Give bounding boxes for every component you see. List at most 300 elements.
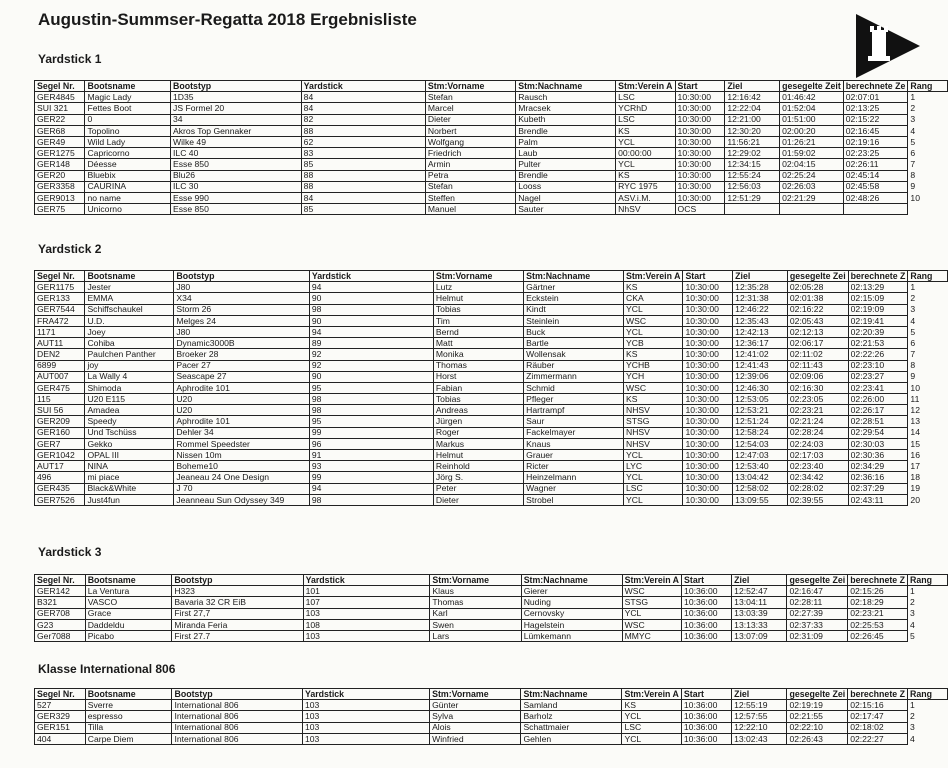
cell-helm-last-name: Kubeth (516, 114, 616, 125)
cell-helm-last-name: Pulter (516, 159, 616, 170)
cell-finish-time: 12:35:43 (733, 315, 788, 326)
cell-boat-name: U20 E115 (85, 394, 174, 405)
cell-yardstick: 90 (309, 315, 433, 326)
cell-boat-name: VASCO (85, 597, 172, 608)
table-header-row (35, 81, 948, 92)
cell-rank: 1 (909, 700, 915, 711)
cell-sail-number: GER209 (35, 416, 85, 427)
column-header-helm-first-name: Stm:Vorname (430, 689, 521, 700)
cell-boat-type: Seascape 27 (174, 371, 310, 382)
table-row (35, 597, 948, 608)
cell-finish-time: 12:22:10 (732, 722, 787, 733)
cell-rank: 12 (910, 405, 920, 416)
cell-sail-number: GER151 (35, 722, 86, 733)
cell-helm-last-name: Grauer (524, 450, 624, 461)
cell-yardstick: 98 (309, 394, 433, 405)
cell-sailed-time: 02:24:03 (787, 438, 848, 449)
cell-helm-first-name: Günter (430, 700, 521, 711)
cell-helm-last-name: Hagelstein (521, 619, 622, 630)
column-header-yardstick: Yardstick (309, 271, 433, 282)
cell-helm-last-name: Bartle (524, 338, 624, 349)
cell-boat-name: no name (85, 192, 171, 203)
column-header-helm-club: Stm:Verein A (622, 689, 681, 700)
cell-boat-type: International 806 (172, 700, 302, 711)
table-row (35, 461, 948, 472)
table-row (35, 722, 948, 733)
cell-yardstick: 99 (309, 427, 433, 438)
cell-corrected-time: 02:15:26 (848, 586, 908, 597)
cell-sail-number: Ger7088 (35, 630, 86, 641)
cell-boat-type: Wilke 49 (171, 136, 302, 147)
cell-corrected-time: 02:15:16 (848, 700, 908, 711)
cell-yardstick: 90 (309, 371, 433, 382)
column-header-start-time: Start (682, 575, 732, 586)
cell-sailed-time: 02:16:30 (787, 382, 848, 393)
club-pennant-logo (852, 8, 924, 80)
cell-helm-first-name: Lars (430, 630, 521, 641)
cell-rank: 4 (910, 619, 915, 630)
cell-helm-first-name: Klaus (430, 586, 521, 597)
cell-helm-first-name: Thomas (433, 360, 523, 371)
cell-finish-time: 12:31:38 (733, 293, 788, 304)
cell-helm-last-name: Mracsek (516, 103, 616, 114)
cell-helm-last-name: Buck (524, 326, 624, 337)
column-header-helm-last-name: Stm:Nachname (521, 575, 622, 586)
column-header-rank: Rang (908, 575, 948, 586)
cell-sailed-time: 02:00:20 (780, 125, 844, 136)
cell-boat-type: First 27,7 (172, 608, 303, 619)
cell-rank: 2 (910, 103, 916, 114)
cell-yardstick: 84 (301, 103, 425, 114)
cell-rank: 10 (910, 382, 920, 393)
cell-boat-type: J80 (174, 282, 310, 293)
cell-sailed-time: 02:37:33 (787, 619, 848, 630)
cell-boat-type: Esse 990 (171, 192, 302, 203)
cell-start-time: 10:30:00 (683, 349, 733, 360)
cell-helm-last-name: Zimmermann (524, 371, 624, 382)
cell-finish-time: 12:22:04 (725, 103, 780, 114)
cell-yardstick: 94 (309, 282, 433, 293)
cell-corrected-time: 02:29:54 (848, 427, 908, 438)
cell-boat-type: Melges 24 (174, 315, 310, 326)
cell-helm-last-name: Heinzelmann (524, 472, 624, 483)
cell-corrected-time: 02:07:01 (843, 92, 908, 103)
cell-boat-name: Picabo (85, 630, 172, 641)
cell-boat-name: Wild Lady (85, 136, 171, 147)
cell-corrected-time: 02:23:21 (848, 608, 908, 619)
cell-finish-time: 12:55:19 (732, 700, 787, 711)
cell-finish-time: 12:34:15 (725, 159, 780, 170)
cell-rank: 5 (910, 630, 915, 641)
cell-boat-name: Gekko (85, 438, 174, 449)
cell-sail-number: AUT17 (35, 461, 85, 472)
cell-rank: 13 (910, 416, 920, 427)
table-row (35, 349, 948, 360)
cell-helm-first-name: Steffen (425, 192, 515, 203)
table-header-row (35, 575, 948, 586)
column-header-sailed-time: gesegelte Zei (787, 575, 848, 586)
cell-corrected-time: 02:26:00 (848, 394, 908, 405)
cell-sailed-time: 02:16:47 (787, 586, 848, 597)
cell-corrected-time: 02:28:51 (848, 416, 908, 427)
table-row (35, 159, 948, 170)
table-row (35, 608, 948, 619)
cell-boat-name: Fettes Boot (85, 103, 171, 114)
cell-start-time: 10:30:00 (683, 315, 733, 326)
cell-helm-club: YCL (616, 159, 675, 170)
cell-sailed-time: 02:26:03 (780, 181, 844, 192)
cell-helm-first-name: Karl (430, 608, 521, 619)
cell-start-time: 10:36:00 (681, 711, 731, 722)
cell-start-time: 10:30:00 (683, 450, 733, 461)
cell-boat-type: Jeanneau Sun Odyssey 349 (174, 494, 310, 505)
cell-finish-time: 12:55:24 (725, 170, 780, 181)
cell-boat-name: Tilla (85, 722, 172, 733)
cell-helm-club: YCL (622, 711, 681, 722)
cell-rank: 2 (909, 711, 915, 722)
cell-sailed-time: 02:17:03 (787, 450, 848, 461)
cell-boat-type: International 806 (172, 733, 302, 744)
cell-rank: 8 (910, 360, 916, 371)
column-header-finish-time: Ziel (732, 575, 787, 586)
cell-helm-first-name: Bernd (433, 326, 523, 337)
cell-boat-name: Paulchen Panther (85, 349, 174, 360)
cell-helm-last-name: Nuding (521, 597, 622, 608)
cell-helm-first-name: Reinhold (433, 461, 523, 472)
cell-corrected-time: 02:26:11 (843, 159, 908, 170)
cell-yardstick: 89 (309, 338, 433, 349)
cell-boat-name: Carpe Diem (85, 733, 172, 744)
cell-start-time: 10:30:00 (683, 483, 733, 494)
cell-helm-club: YCL (624, 472, 683, 483)
cell-rank: 11 (910, 393, 920, 404)
cell-yardstick: 98 (309, 494, 433, 505)
cell-helm-first-name: Swen (430, 619, 521, 630)
cell-yardstick: 88 (301, 170, 425, 181)
results-table-yardstick-3 (34, 574, 948, 642)
cell-boat-type: Esse 850 (171, 159, 302, 170)
cell-sail-number: 1171 (35, 326, 85, 337)
cell-start-time: 10:30:00 (675, 148, 725, 159)
cell-helm-last-name: Wagner (524, 483, 624, 494)
cell-boat-type: Pacer 27 (174, 360, 310, 371)
cell-boat-type: International 806 (172, 722, 302, 733)
cell-rank: 3 (910, 608, 915, 619)
cell-helm-club: ASV.i.M. (616, 192, 675, 203)
cell-finish-time (725, 204, 780, 215)
cell-sail-number: G23 (35, 619, 86, 630)
cell-sail-number: GER142 (35, 586, 86, 597)
column-header-corrected-time: berechnete Z (848, 271, 908, 282)
cell-helm-first-name: Marcel (425, 103, 515, 114)
cell-rank: 1 (910, 282, 916, 293)
column-header-helm-first-name: Stm:Vorname (430, 575, 521, 586)
table-row (35, 450, 948, 461)
column-header-boat-type: Bootstyp (171, 81, 302, 92)
cell-corrected-time: 02:26:17 (848, 405, 908, 416)
cell-sailed-time: 02:26:43 (787, 733, 848, 744)
cell-sailed-time: 02:21:55 (787, 711, 848, 722)
table-row (35, 304, 948, 315)
column-header-start-time: Start (675, 81, 725, 92)
cell-sailed-time: 02:28:02 (787, 483, 848, 494)
column-header-helm-first-name: Stm:Vorname (433, 271, 523, 282)
cell-helm-club: NHSV (624, 438, 683, 449)
cell-corrected-time: 02:30:03 (848, 438, 908, 449)
cell-helm-last-name: Nagel (516, 192, 616, 203)
cell-helm-last-name: Laub (516, 148, 616, 159)
cell-helm-club: LSC (622, 722, 681, 733)
cell-start-time: 10:30:00 (683, 461, 733, 472)
cell-start-time: 10:30:00 (683, 293, 733, 304)
cell-sailed-time: 02:39:55 (787, 494, 848, 505)
cell-boat-type: Aphrodite 101 (174, 382, 310, 393)
cell-helm-last-name: Gehlen (521, 733, 622, 744)
cell-sail-number: GER148 (35, 159, 85, 170)
cell-helm-club: CKA (624, 293, 683, 304)
cell-corrected-time: 02:36:16 (848, 472, 908, 483)
cell-helm-last-name: Looss (516, 181, 616, 192)
cell-rank: 1 (910, 92, 916, 103)
cell-boat-type: JS Formel 20 (171, 103, 302, 114)
table-row (35, 282, 948, 293)
cell-yardstick: 95 (309, 382, 433, 393)
cell-sailed-time: 02:16:22 (787, 304, 848, 315)
cell-finish-time: 12:53:21 (733, 405, 788, 416)
cell-boat-type: Jeaneau 24 One Design (174, 472, 310, 483)
cell-helm-first-name: Stefan (425, 92, 515, 103)
cell-helm-club: STSG (624, 416, 683, 427)
cell-helm-last-name: Gierer (521, 586, 622, 597)
cell-helm-first-name: Wolfgang (425, 136, 515, 147)
cell-boat-name: Joey (85, 326, 174, 337)
column-header-rank: Rang (908, 271, 948, 282)
cell-start-time: 10:30:00 (675, 136, 725, 147)
table-row (35, 483, 948, 494)
cell-yardstick: 82 (301, 114, 425, 125)
column-header-yardstick: Yardstick (303, 575, 430, 586)
column-header-finish-time: Ziel (732, 689, 787, 700)
cell-corrected-time: 02:25:53 (848, 619, 908, 630)
cell-boat-name: espresso (85, 711, 172, 722)
cell-sailed-time: 01:46:42 (780, 92, 844, 103)
cell-yardstick: 85 (301, 159, 425, 170)
cell-helm-club: YCH (624, 371, 683, 382)
cell-sailed-time: 02:27:39 (787, 608, 848, 619)
cell-boat-type: U20 (174, 405, 310, 416)
cell-helm-first-name: Winfried (430, 733, 521, 744)
cell-sailed-time: 02:12:13 (787, 326, 848, 337)
cell-rank: 2 (910, 293, 916, 304)
cell-sailed-time: 02:01:38 (787, 293, 848, 304)
column-header-rank: Rang (908, 81, 948, 92)
cell-start-time: OCS (675, 204, 725, 215)
cell-helm-last-name: Barholz (521, 711, 622, 722)
cell-yardstick: 84 (301, 192, 425, 203)
cell-yardstick: 103 (302, 711, 429, 722)
cell-boat-name: Amadea (85, 405, 174, 416)
cell-finish-time: 12:54:03 (733, 438, 788, 449)
cell-boat-type: J 70 (174, 483, 310, 494)
cell-finish-time: 12:21:00 (725, 114, 780, 125)
cell-boat-name: Magic Lady (85, 92, 171, 103)
column-header-boat-name: Bootsname (85, 271, 174, 282)
cell-yardstick: 92 (309, 349, 433, 360)
cell-rank: 9 (910, 181, 916, 192)
cell-yardstick: 107 (303, 597, 430, 608)
table-row (35, 338, 948, 349)
cell-start-time: 10:30:00 (683, 304, 733, 315)
cell-boat-name: Cohiba (85, 338, 174, 349)
cell-rank: 3 (909, 722, 915, 733)
cell-corrected-time: 02:23:10 (848, 360, 908, 371)
cell-yardstick: 103 (302, 733, 429, 744)
cell-helm-club: MMYC (622, 630, 681, 641)
cell-helm-first-name: Peter (433, 483, 523, 494)
cell-finish-time: 12:57:55 (732, 711, 787, 722)
cell-finish-time: 12:46:22 (733, 304, 788, 315)
cell-helm-first-name: Helmut (433, 450, 523, 461)
cell-boat-name: CAURINA (85, 181, 171, 192)
cell-sailed-time: 02:23:40 (787, 461, 848, 472)
cell-helm-first-name: Stefan (425, 181, 515, 192)
cell-corrected-time: 02:34:29 (848, 461, 908, 472)
cell-yardstick: 108 (303, 619, 430, 630)
cell-corrected-time: 02:43:11 (848, 494, 908, 505)
cell-finish-time: 12:30:20 (725, 125, 780, 136)
cell-boat-type: Nissen 10m (174, 450, 310, 461)
cell-yardstick: 62 (301, 136, 425, 147)
cell-rank: 9 (910, 371, 916, 382)
cell-start-time: 10:36:00 (681, 722, 731, 733)
column-header-helm-last-name: Stm:Nachname (516, 81, 616, 92)
cell-yardstick: 103 (302, 722, 429, 733)
cell-yardstick: 93 (309, 461, 433, 472)
cell-finish-time: 11:56:21 (725, 136, 780, 147)
cell-helm-club: NhSV (616, 204, 675, 215)
cell-helm-club: KS (622, 700, 681, 711)
cell-corrected-time: 02:37:29 (848, 483, 908, 494)
cell-yardstick: 103 (303, 608, 430, 619)
cell-corrected-time: 02:30:36 (848, 450, 908, 461)
cell-boat-name: EMMA (85, 293, 174, 304)
cell-sail-number: GER329 (35, 711, 86, 722)
cell-helm-first-name: Manuel (425, 204, 515, 215)
cell-yardstick: 99 (309, 472, 433, 483)
cell-boat-type: Boheme10 (174, 461, 310, 472)
cell-finish-time: 13:04:42 (733, 472, 788, 483)
cell-helm-first-name: Dieter (425, 114, 515, 125)
cell-sail-number: GER7 (35, 438, 85, 449)
cell-sailed-time: 02:28:24 (787, 427, 848, 438)
cell-boat-type: First 27.7 (172, 630, 303, 641)
cell-rank: 1 (910, 586, 915, 597)
cell-helm-last-name: Schattmaier (521, 722, 622, 733)
results-table-international-806 (34, 688, 948, 745)
cell-helm-club: 00:00:00 (616, 148, 675, 159)
cell-helm-last-name: Hartrampf (524, 405, 624, 416)
cell-finish-time: 12:29:02 (725, 148, 780, 159)
table-row (35, 382, 948, 393)
cell-corrected-time (843, 204, 908, 215)
cell-finish-time: 12:41:02 (733, 349, 788, 360)
cell-rank: 7 (910, 349, 916, 360)
cell-sailed-time: 02:05:43 (787, 315, 848, 326)
cell-helm-first-name: Tobias (433, 304, 523, 315)
column-header-corrected-time: berechnete Z (848, 575, 908, 586)
column-header-corrected-time: berechnete Ze (843, 81, 908, 92)
cell-rank (908, 204, 948, 215)
section-title: Yardstick 3 (38, 545, 102, 559)
cell-sailed-time: 02:23:05 (787, 394, 848, 405)
table-row (35, 416, 948, 427)
column-header-sailed-time: gesegelte Zei (787, 689, 848, 700)
cell-helm-club: YCL (622, 733, 681, 744)
cell-helm-club: YCHB (624, 360, 683, 371)
table-row (35, 103, 948, 114)
table-row (35, 394, 948, 405)
cell-sail-number: AUT11 (35, 338, 85, 349)
cell-boat-type: Bavaria 32 CR EiB (172, 597, 303, 608)
cell-helm-club: LYC (624, 461, 683, 472)
results-table-yardstick-2 (34, 270, 948, 506)
column-header-sail-number: Segel Nr. (35, 689, 86, 700)
table-row (35, 192, 948, 203)
cell-corrected-time: 02:15:09 (848, 293, 908, 304)
cell-boat-name: Und Tschüss (85, 427, 174, 438)
table-row (35, 630, 948, 641)
cell-finish-time: 12:35:28 (733, 282, 788, 293)
cell-helm-last-name: Gärtner (524, 282, 624, 293)
cell-rank: 10 (910, 192, 920, 203)
table-row (35, 427, 948, 438)
cell-yardstick: 98 (309, 304, 433, 315)
cell-helm-club: NHSV (624, 427, 683, 438)
cell-yardstick: 91 (309, 450, 433, 461)
cell-helm-club: LSC (616, 114, 675, 125)
cell-corrected-time: 02:23:27 (848, 371, 908, 382)
column-header-boat-name: Bootsname (85, 81, 171, 92)
cell-start-time: 10:30:00 (675, 170, 725, 181)
cell-corrected-time: 02:17:47 (848, 711, 908, 722)
table-row (35, 733, 948, 744)
cell-boat-type: International 806 (172, 711, 302, 722)
section-title: Klasse International 806 (38, 662, 176, 676)
table-row (35, 586, 948, 597)
column-header-sail-number: Segel Nr. (35, 575, 86, 586)
cell-start-time: 10:30:00 (675, 159, 725, 170)
cell-yardstick: 84 (301, 92, 425, 103)
cell-helm-club: WSC (624, 382, 683, 393)
cell-boat-name: Topolino (85, 125, 171, 136)
cell-sail-number: GER22 (35, 114, 85, 125)
cell-helm-club: KS (616, 125, 675, 136)
cell-helm-first-name: Tobias (433, 394, 523, 405)
cell-rank: 6 (910, 337, 916, 348)
cell-helm-last-name: Fackelmayer (524, 427, 624, 438)
column-header-finish-time: Ziel (733, 271, 788, 282)
table-row (35, 619, 948, 630)
cell-sailed-time: 01:26:21 (780, 136, 844, 147)
cell-boat-name: Just4fun (85, 494, 174, 505)
cell-helm-club: LSC (624, 483, 683, 494)
cell-sail-number: AUT007 (35, 371, 85, 382)
cell-sail-number: GER4845 (35, 92, 85, 103)
cell-finish-time: 13:02:43 (732, 733, 787, 744)
cell-yardstick: 94 (309, 326, 433, 337)
table-row (35, 405, 948, 416)
cell-helm-last-name: Palm (516, 136, 616, 147)
